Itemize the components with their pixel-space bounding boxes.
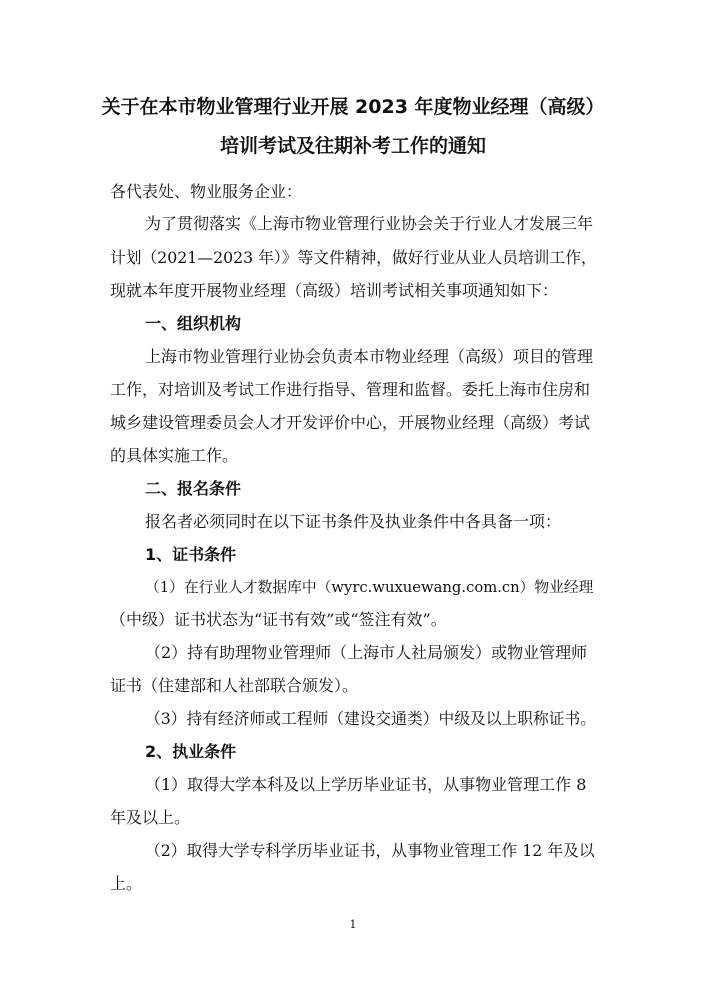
list-item-line: （中级）证书状态为“证书有效”或“签注有效”。 <box>110 610 447 629</box>
salutation: 各代表处、物业服务企业： <box>110 182 303 201</box>
list-item-line: 上。 <box>110 874 143 893</box>
list-item-line: 证书（住建部和人社部联合颁发）。 <box>110 676 359 695</box>
paragraph-line: 报名者必须同时在以下证书条件及执业条件中各具备一项： <box>145 512 562 531</box>
subsection-heading: 2、执业条件 <box>145 742 237 761</box>
list-item-line: （3）持有经济师或工程师（建设交通类）中级及以上职称证书。 <box>145 709 597 728</box>
list-item-line: （2）持有助理物业管理师（上海市人社局颁发）或物业管理师 <box>145 643 588 662</box>
subsection-heading: 1、证书条件 <box>145 545 237 564</box>
title-line-1: 关于在本市物业管理行业开展 2023 年度物业经理（高级） <box>101 96 605 118</box>
intro-line: 计划（2021—2023 年）》等文件精神，做好行业从业人员培训工作， <box>110 248 597 267</box>
paragraph-line: 的具体实施工作。 <box>110 446 239 465</box>
intro-line: 现就本年度开展物业经理（高级）培训考试相关事项通知如下： <box>110 281 559 300</box>
intro-line: 为了贯彻落实《上海市物业管理行业协会关于行业人才发展三年 <box>145 214 594 233</box>
section-heading: 一、组织机构 <box>145 314 242 333</box>
paragraph-line: 城乡建设管理委员会人才开发评价中心，开展物业经理（高级）考试 <box>110 413 591 432</box>
list-item-line: 年及以上。 <box>110 808 191 827</box>
title-line-2: 培训考试及往期补考工作的通知 <box>219 135 486 157</box>
list-item-line: （1）取得大学本科及以上学历毕业证书，从事物业管理工作 8 <box>145 775 587 794</box>
page-number: 1 <box>349 918 357 931</box>
list-item-line: （2）取得大学专科学历毕业证书，从事物业管理工作 12 年及以 <box>145 841 595 860</box>
paragraph-line: 工作，对培训及考试工作进行指导、管理和监督。委托上海市住房和 <box>110 380 591 399</box>
list-item-line: （1）在行业人才数据库中（wyrc.wuxuewang.com.cn）物业经理 <box>145 579 594 596</box>
section-heading: 二、报名条件 <box>145 479 242 498</box>
paragraph-line: 上海市物业管理行业协会负责本市物业经理（高级）项目的管理 <box>145 347 594 366</box>
